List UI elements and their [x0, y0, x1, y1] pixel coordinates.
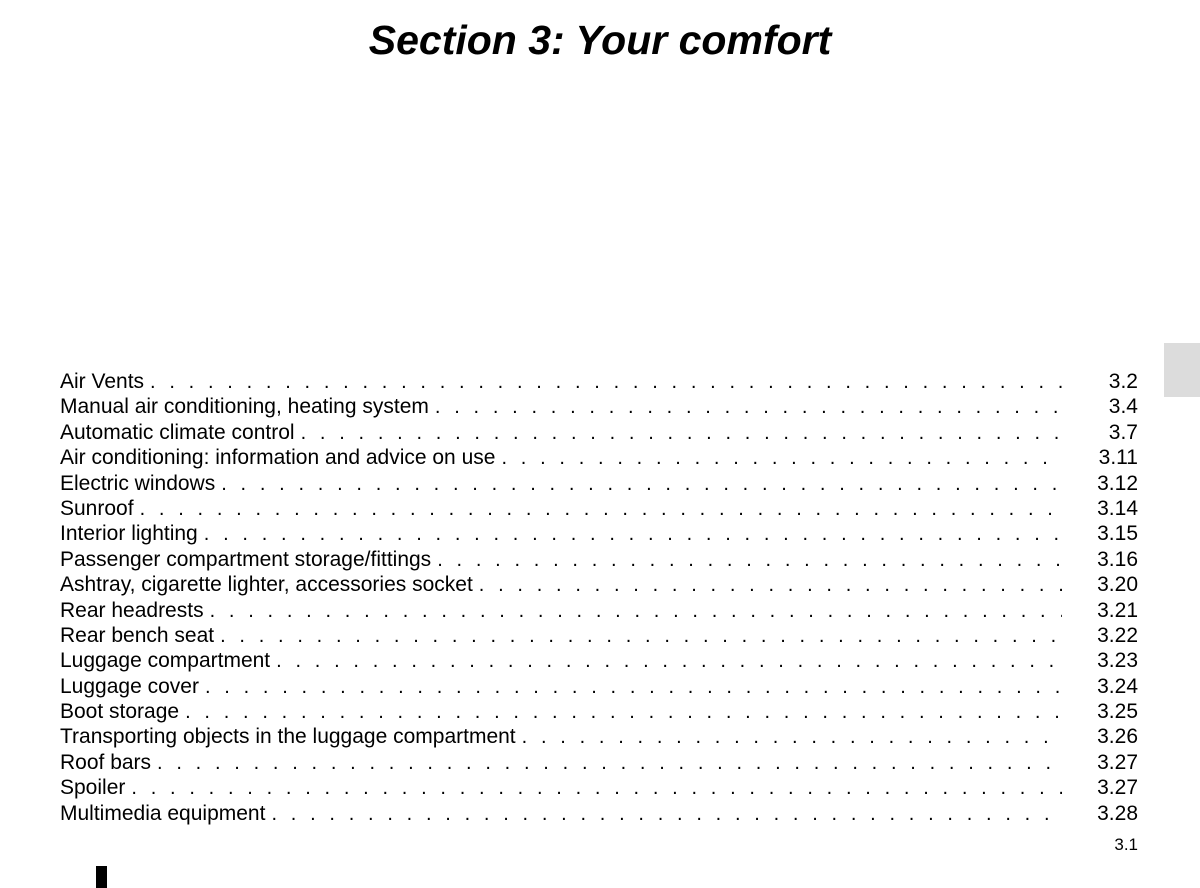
toc-entry[interactable]: [60, 724, 1138, 749]
toc-entry-title: Passenger compartment storage/fittings: [60, 547, 432, 571]
toc-entry-page: 3.16: [1097, 547, 1138, 571]
toc-entry-page: 3.27: [1097, 750, 1138, 774]
dot-leader: [437, 548, 1062, 573]
dot-leader: [276, 649, 1062, 674]
dot-leader: [157, 751, 1062, 776]
dot-leader: [140, 497, 1062, 522]
toc-entry-page: 3.28: [1097, 801, 1138, 825]
toc-entry[interactable]: [60, 674, 1138, 699]
toc-entry-page: 3.11: [1098, 446, 1138, 470]
toc-entry-page: 3.12: [1097, 471, 1138, 495]
toc-entry-title: Transporting objects in the luggage compartment: [60, 725, 516, 749]
toc-entry-title: Interior lighting: [60, 522, 198, 546]
dot-leader: [204, 522, 1062, 547]
dot-leader: [501, 446, 1062, 471]
toc-entry-title: Ashtray, cigarette lighter, accessories socket: [60, 573, 473, 597]
toc-entry-page: 3.22: [1097, 623, 1138, 647]
toc-entry[interactable]: [60, 775, 1138, 800]
toc-entry-title: Rear bench seat: [60, 623, 215, 647]
toc-entry-title: Automatic climate control: [60, 420, 295, 444]
toc-entry[interactable]: [60, 598, 1138, 623]
toc-entry-page: 3.15: [1097, 522, 1138, 546]
page-number: 3.1: [1114, 835, 1138, 854]
toc-entry-title: Rear headrests: [60, 598, 204, 622]
dot-leader: [150, 370, 1062, 395]
toc-entry[interactable]: [60, 369, 1138, 394]
toc-entry-title: Manual air conditioning, heating system: [60, 395, 429, 419]
dot-leader: [435, 395, 1062, 420]
toc-entry-title: Multimedia equipment: [60, 801, 266, 825]
dot-leader: [221, 472, 1062, 497]
dot-leader: [220, 624, 1062, 649]
dot-leader: [131, 776, 1062, 801]
toc-entry-page: 3.27: [1097, 776, 1138, 800]
toc-entry-title: Roof bars: [60, 750, 152, 774]
toc-entry[interactable]: [60, 394, 1138, 419]
toc-entry-page: 3.26: [1097, 725, 1138, 749]
margin-mark: [96, 866, 107, 888]
toc-entry[interactable]: [60, 471, 1138, 496]
toc-entry[interactable]: [60, 750, 1138, 775]
dot-leader: [301, 421, 1062, 446]
toc-entry-title: Spoiler: [60, 776, 126, 800]
toc-entry[interactable]: [60, 623, 1138, 648]
toc-entry-title: Electric windows: [60, 471, 216, 495]
dot-leader: [479, 573, 1062, 598]
toc-entry[interactable]: [60, 521, 1138, 546]
toc-entry[interactable]: [60, 699, 1138, 724]
toc-entry-page: 3.4: [1108, 395, 1138, 419]
toc-entry-page: 3.14: [1097, 496, 1138, 520]
section-tab-marker: [1164, 343, 1200, 397]
toc-entry-title: Air conditioning: information and advice on use: [60, 446, 496, 470]
toc-entry-title: Luggage compartment: [60, 649, 271, 673]
dot-leader: [271, 802, 1062, 827]
toc-entry-page: 3.20: [1097, 573, 1138, 597]
toc-entry[interactable]: [60, 572, 1138, 597]
toc-entry-page: 3.2: [1108, 370, 1138, 393]
toc-entry-title: Sunroof: [60, 496, 134, 520]
toc-entry-page: 3.7: [1108, 420, 1138, 444]
toc-entry-page: 3.23: [1097, 649, 1138, 673]
dot-leader: [210, 599, 1062, 624]
toc-entry[interactable]: [60, 420, 1138, 445]
dot-leader: [185, 700, 1062, 725]
toc-entry[interactable]: [60, 445, 1138, 470]
toc-entry-title: Luggage cover: [60, 674, 199, 698]
toc-entry[interactable]: [60, 496, 1138, 521]
table-of-contents: [60, 369, 1138, 826]
toc-entry-page: 3.24: [1097, 674, 1138, 698]
toc-entry-page: 3.21: [1097, 598, 1138, 622]
dot-leader: [522, 725, 1062, 750]
toc-entry[interactable]: [60, 648, 1138, 673]
toc-entry-title: Air Vents: [60, 370, 145, 393]
toc-entry[interactable]: [60, 547, 1138, 572]
page-title: Section 3: Your comfort: [368, 17, 832, 63]
toc-entry[interactable]: [60, 801, 1138, 826]
toc-entry-title: Boot storage: [60, 700, 180, 724]
toc-entry-page: 3.25: [1097, 700, 1138, 724]
dot-leader: [205, 675, 1062, 700]
